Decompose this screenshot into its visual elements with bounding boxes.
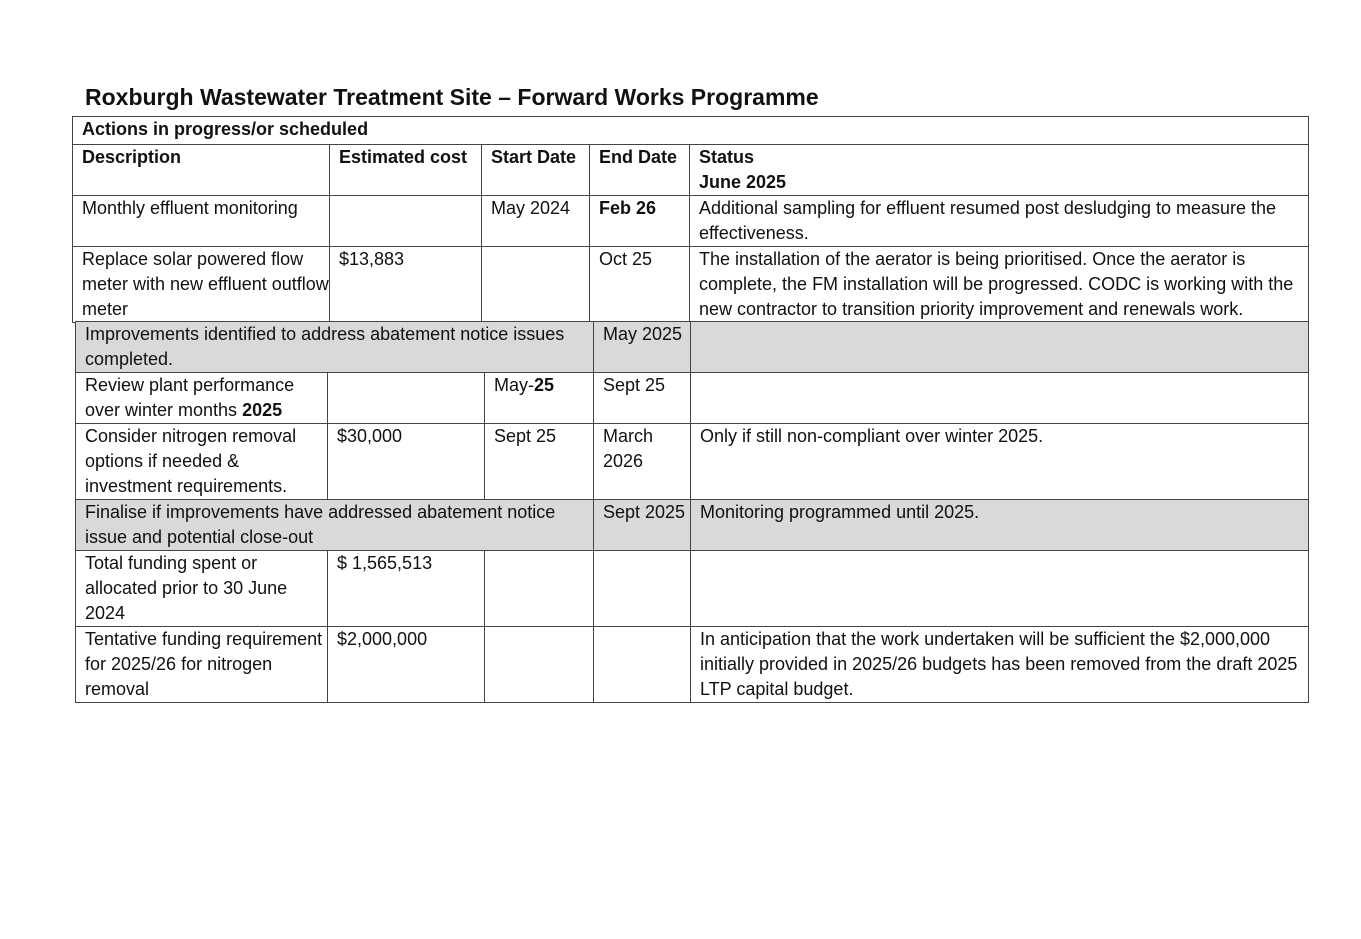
works-table-lower: [75, 321, 1309, 703]
funding-cost: $ 1,565,513: [328, 551, 485, 627]
row-description-text: Review plant performance over winter months: [85, 375, 295, 420]
funding-description: Total funding spent or allocated prior to 30 June 2024: [76, 551, 328, 627]
table-row: [73, 196, 1309, 247]
row-cost: [328, 373, 485, 424]
header-start-date: Start Date: [482, 145, 590, 196]
table-row: [76, 424, 1309, 500]
row-description-year: 2025: [242, 400, 283, 420]
row-cost: $13,883: [330, 247, 482, 323]
row-start-year: 25: [534, 375, 555, 395]
row-status: Additional sampling for effluent resumed post desludging to measure the effectiveness.: [690, 196, 1309, 247]
milestone-description: Finalise if improvements have addressed abatement notice issue and potential close-out: [76, 500, 594, 551]
funding-start-date: [485, 551, 594, 627]
row-description: Replace solar powered flow meter with new effluent outflow meter: [73, 247, 330, 323]
milestone-end-date: May 2025: [594, 322, 691, 373]
funding-status: [691, 551, 1309, 627]
milestone-row: [76, 322, 1309, 373]
row-end-date: March 2026: [594, 424, 691, 500]
row-start-month: May-: [494, 375, 534, 395]
header-estimated-cost: Estimated cost: [330, 145, 482, 196]
table-row: [76, 373, 1309, 424]
row-end-date: Feb 26: [590, 196, 690, 247]
row-description: Monthly effluent monitoring: [73, 196, 330, 247]
funding-description: Tentative funding requirement for 2025/26 for nitrogen removal: [76, 627, 328, 703]
row-start-date: [485, 373, 594, 424]
row-status: [691, 373, 1309, 424]
header-status-period: June 2025: [699, 172, 787, 192]
funding-row: [76, 627, 1309, 703]
row-start-date: May 2024: [482, 196, 590, 247]
row-start-date: Sept 25: [485, 424, 594, 500]
section-header: Actions in progress/or scheduled: [73, 117, 1309, 145]
row-status: Only if still non-compliant over winter 2025.: [691, 424, 1309, 500]
row-description: [76, 373, 328, 424]
funding-end-date: [594, 551, 691, 627]
row-end-date: Oct 25: [590, 247, 690, 323]
funding-status: In anticipation that the work undertaken will be sufficient the $2,000,000 initially provided in 2025/26 budgets has been removed from the draft 2025 LTP capital budget.: [691, 627, 1309, 703]
milestone-status: Monitoring programmed until 2025.: [691, 500, 1309, 551]
milestone-end-date: Sept 2025: [594, 500, 691, 551]
header-status-label: Status: [699, 147, 755, 167]
header-description: Description: [73, 145, 330, 196]
funding-end-date: [594, 627, 691, 703]
header-status: [690, 145, 1309, 196]
row-end-date: Sept 25: [594, 373, 691, 424]
row-cost: $30,000: [328, 424, 485, 500]
funding-row: [76, 551, 1309, 627]
column-header-row: [73, 145, 1309, 196]
table-row: [73, 247, 1309, 323]
funding-cost: $2,000,000: [328, 627, 485, 703]
row-status: The installation of the aerator is being prioritised. Once the aerator is complete, the FM installation will be progressed. CODC is working with the new contractor to transition priority improvement and renewals work.: [690, 247, 1309, 323]
milestone-status: [691, 322, 1309, 373]
page-title: Roxburgh Wastewater Treatment Site – Forward Works Programme: [85, 84, 819, 110]
milestone-description: Improvements identified to address abatement notice issues completed.: [76, 322, 594, 373]
row-cost: [330, 196, 482, 247]
header-end-date: End Date: [590, 145, 690, 196]
row-description: Consider nitrogen removal options if needed & investment requirements.: [76, 424, 328, 500]
works-table-upper: [72, 116, 1309, 323]
section-header-row: [73, 117, 1309, 145]
funding-start-date: [485, 627, 594, 703]
milestone-row: [76, 500, 1309, 551]
row-start-date: [482, 247, 590, 323]
